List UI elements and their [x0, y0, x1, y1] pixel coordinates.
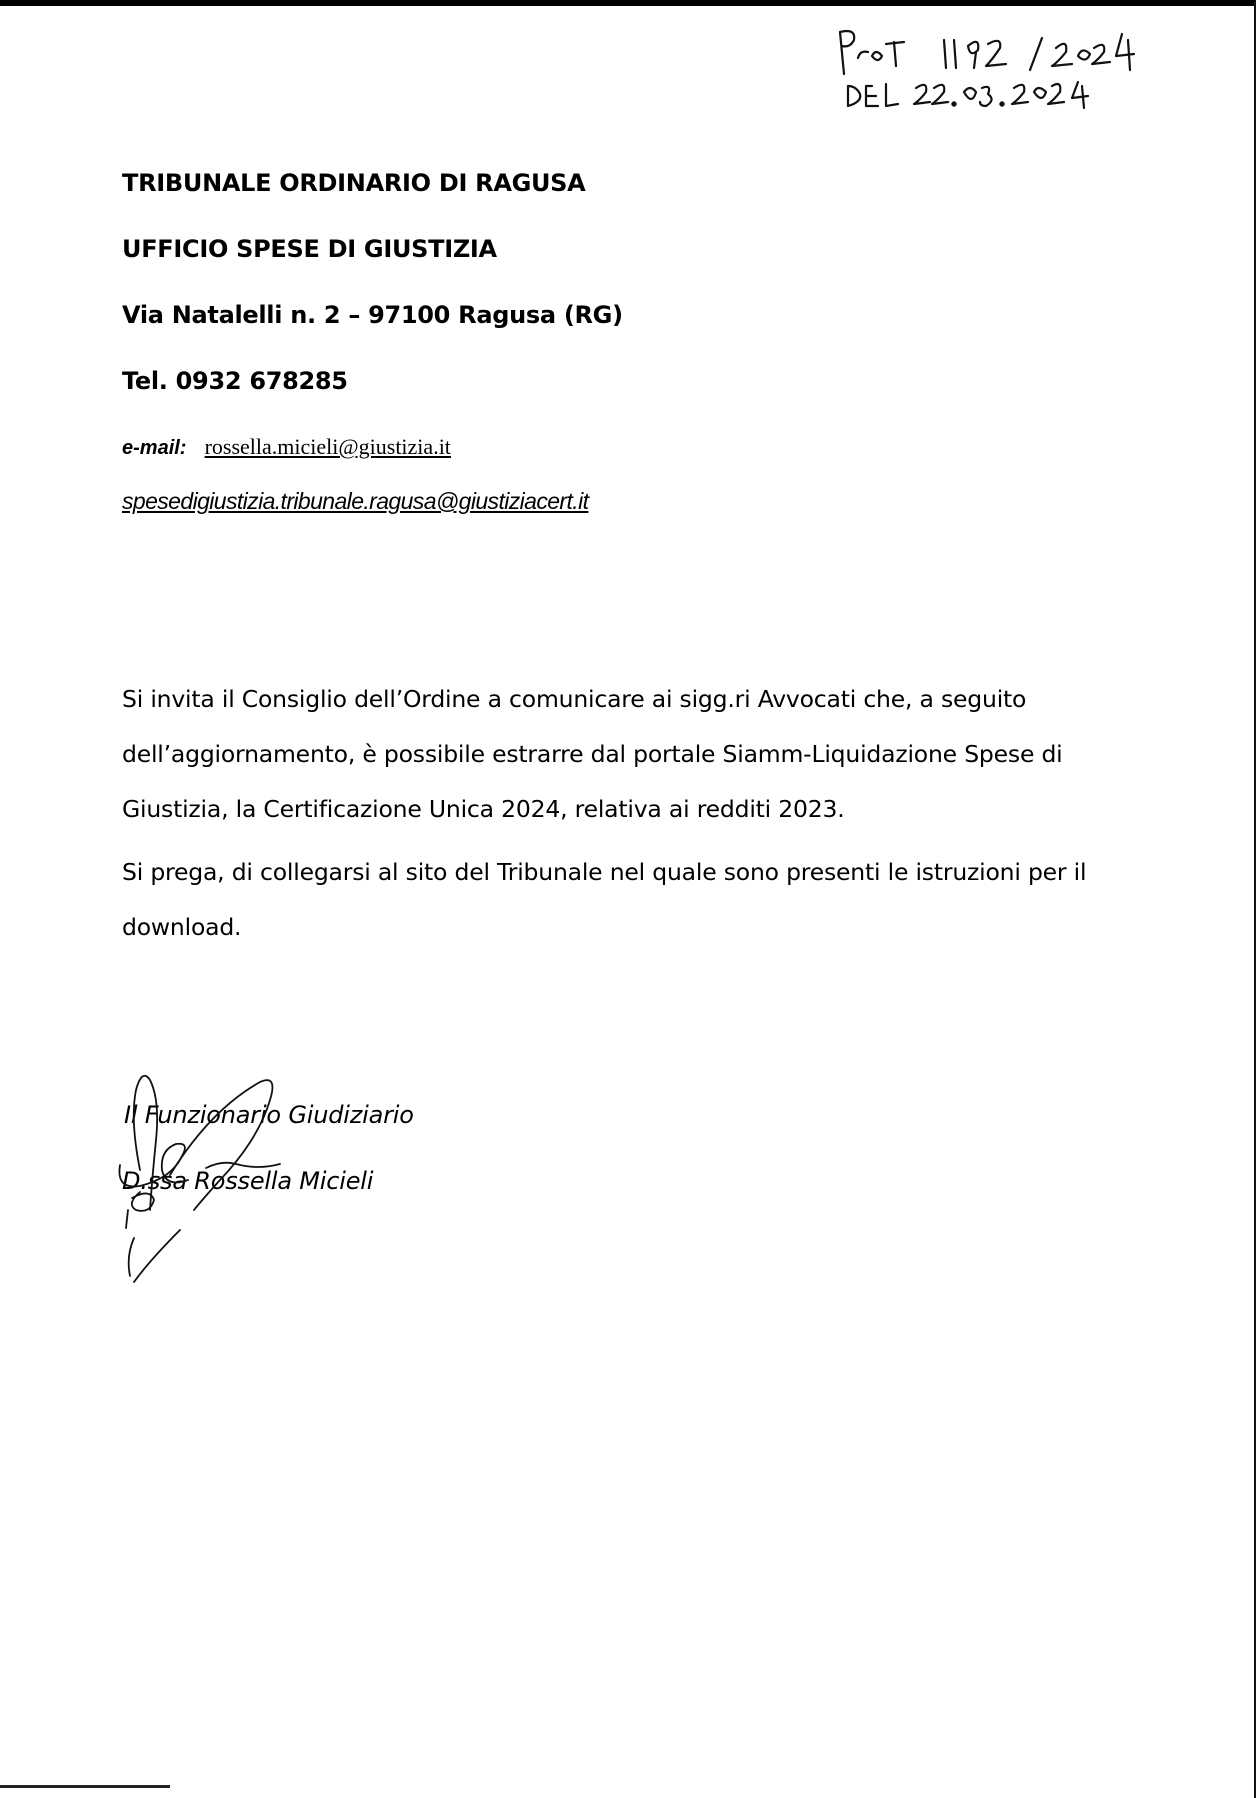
body-paragraph-1 — [122, 684, 1142, 849]
court-name: TRIBUNALE ORDINARIO DI RAGUSA — [122, 169, 586, 197]
body-line: Si prega, di collegarsi al sito del Tribunale nel quale sono presenti le istruzioni per il — [122, 858, 1087, 886]
email-row — [122, 432, 1022, 486]
body-line: Giustizia, la Certificazione Unica 2024, relativa ai redditi 2023. — [122, 795, 845, 823]
letter-body — [122, 684, 1142, 967]
email-label: e-mail: — [122, 437, 187, 459]
body-line: dell’aggiornamento, è possibile estrarre dal portale Siamm-Liquidazione Spese di — [122, 740, 1063, 768]
office-name: UFFICIO SPESE DI GIUSTIZIA — [122, 235, 497, 263]
scan-top-edge — [0, 0, 1256, 6]
pec-email-link[interactable]: spesedigiustizia.tribunale.ragusa@giustiziacert.it — [122, 488, 589, 514]
office-phone: Tel. 0932 678285 — [122, 367, 348, 395]
letterhead — [122, 168, 1022, 516]
handwritten-protocol-annotation — [830, 22, 1150, 112]
office-address: Via Natalelli n. 2 – 97100 Ragusa (RG) — [122, 301, 623, 329]
scan-bottom-mark — [0, 1785, 170, 1788]
body-line: download. — [122, 913, 242, 941]
body-line: Si invita il Consiglio dell’Ordine a comunicare ai sigg.ri Avvocati che, a seguito — [122, 685, 1027, 713]
email-link[interactable]: rossella.micieli@giustizia.it — [204, 434, 451, 459]
signatory-name: D.ssa Rossella Micieli — [122, 1167, 374, 1195]
body-paragraph-2 — [122, 857, 1142, 967]
handwritten-signature — [110, 1060, 350, 1290]
signatory-role: Il Funzionario Giudiziario — [124, 1101, 414, 1129]
